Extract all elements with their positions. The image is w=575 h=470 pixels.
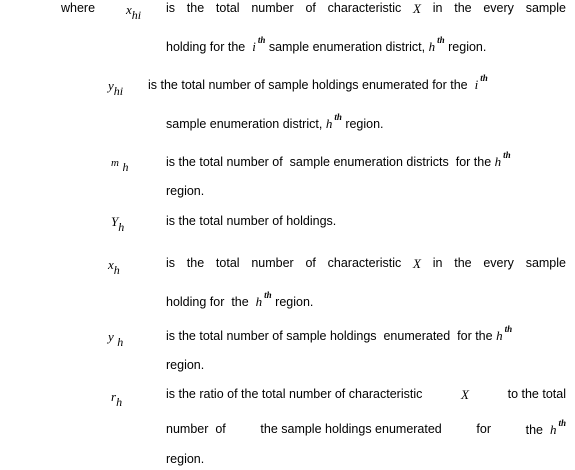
symbol-y-hi: yhi bbox=[108, 78, 124, 98]
symbol-Y-h: Yh bbox=[111, 214, 125, 234]
symbol-x-h: xh bbox=[108, 257, 120, 277]
variable-x: X bbox=[461, 387, 469, 402]
variable-x: X bbox=[413, 256, 421, 271]
symbol-m-h: m h bbox=[111, 157, 129, 174]
def-y-hi-line2: sample enumeration district, h $^{th}$ region. bbox=[166, 112, 384, 131]
intro-word: where bbox=[61, 1, 96, 15]
def-y-hi-line1: is the total number of sample holdings enumerated for the i $^{th}$ bbox=[148, 73, 488, 92]
def-x-hi-line2: holding for the i $^{th}$ sample enumeration district, h $^{th}$ region. bbox=[166, 35, 487, 54]
def-r-h-line2: number of the sample holdings enumerated for the h $^{th}$ bbox=[166, 418, 566, 437]
def-m-h-line2: region. bbox=[166, 184, 205, 198]
def-r-h-line1: is the ratio of the total number of characteristic X to the total bbox=[166, 387, 566, 402]
variable-x: X bbox=[413, 1, 421, 16]
symbol-x-hi bbox=[126, 2, 142, 22]
symbol-y-h: y h bbox=[108, 329, 124, 349]
def-Y-h-line1: is the total number of holdings. bbox=[166, 214, 337, 228]
def-y-h-line2: region. bbox=[166, 358, 205, 372]
def-y-h-line1: is the total number of sample holdings enumerated for the h $^{th}$ bbox=[166, 324, 513, 343]
def-x-hi-line1: is the total number of characteristic X in the every sample bbox=[166, 1, 566, 16]
def-r-h-line3: region. bbox=[166, 452, 205, 466]
def-m-h-line1: is the total number of sample enumeration districts for the h $^{th}$ bbox=[166, 150, 511, 169]
symbol-r-h: rh bbox=[111, 389, 123, 409]
def-x-h-line2: holding for the h $^{th}$ region. bbox=[166, 290, 314, 309]
symbol-base: x bbox=[126, 2, 132, 17]
def-x-h-line1: is the total number of characteristic X in the every sample bbox=[166, 256, 566, 271]
symbol-subscript: hi bbox=[131, 8, 142, 22]
